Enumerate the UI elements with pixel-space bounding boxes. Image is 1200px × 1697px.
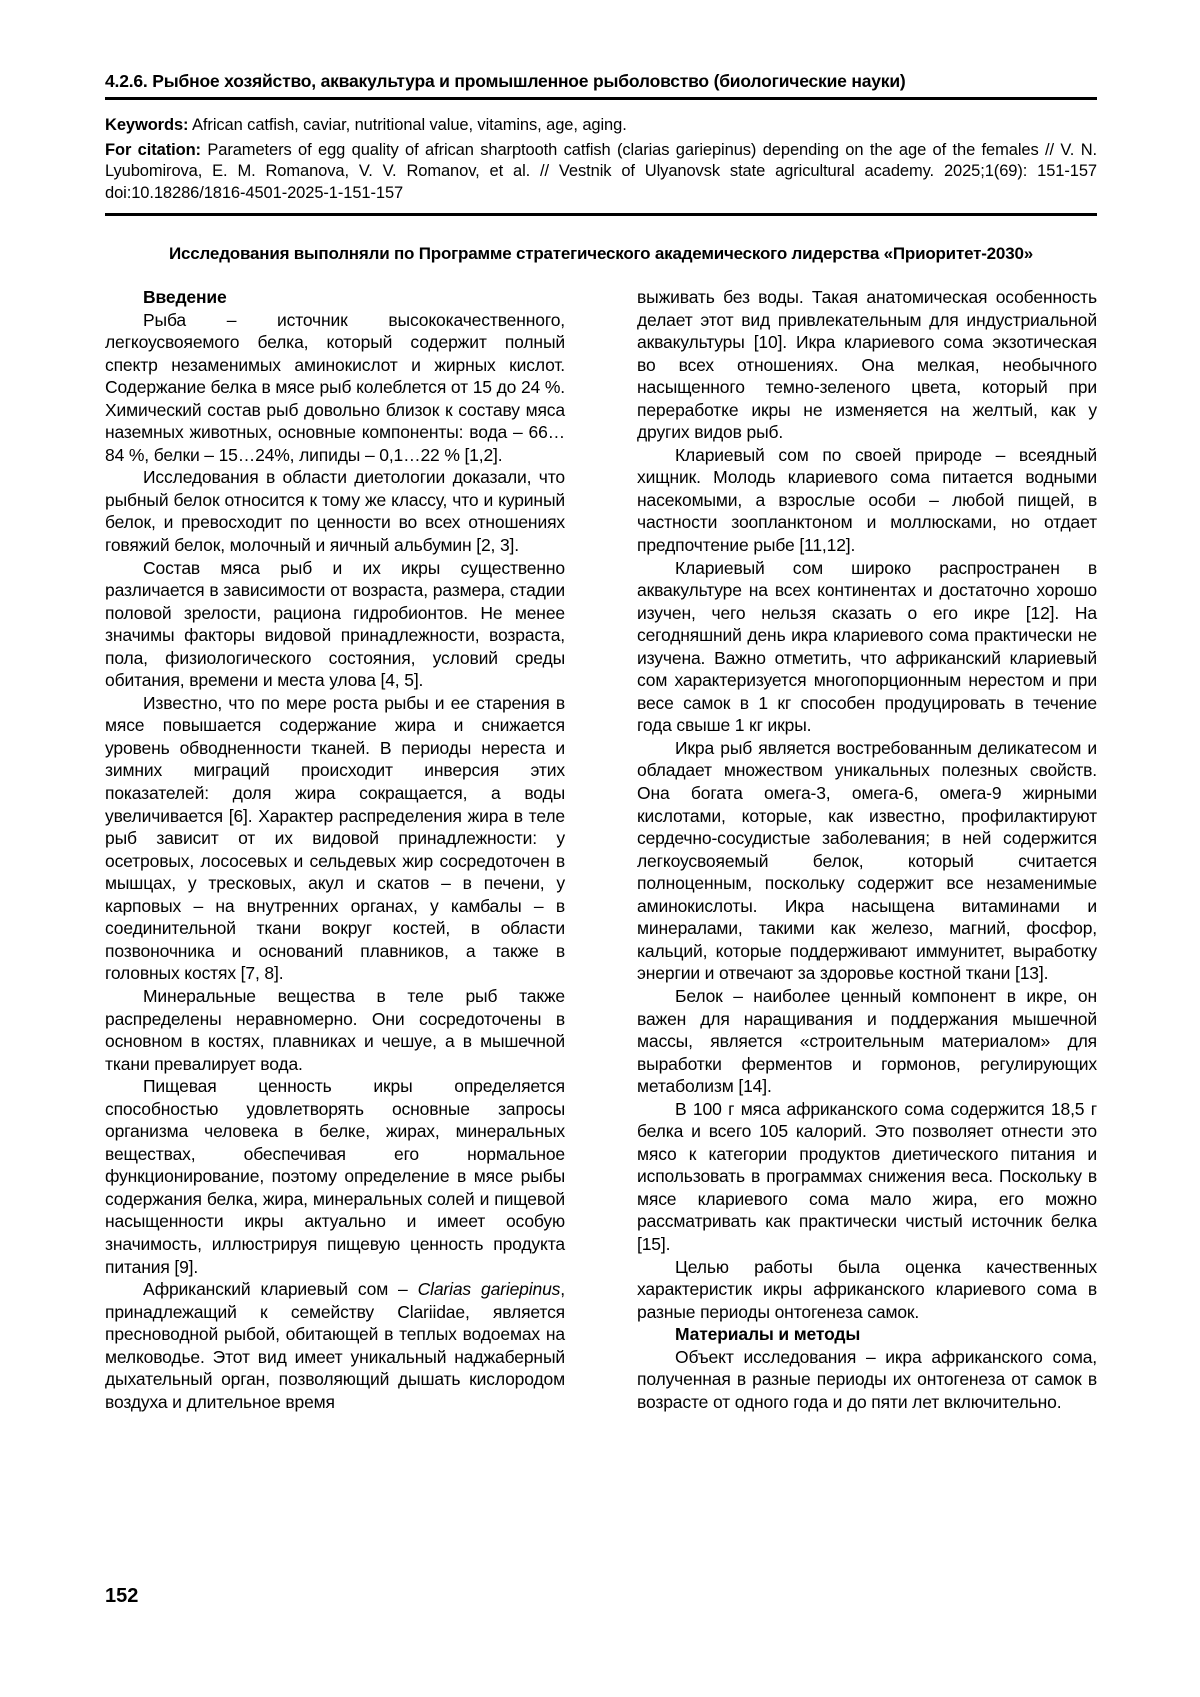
two-column-body — [105, 286, 1097, 1413]
paragraph: Состав мяса рыб и их икры существенно различается в зависимости от возраста, размера, стадии половой зрелости, рациона гидробионтов. Не менее значимы факторы видовой принадлежности, возраста, пола, физиологического состояния, условий среды обитания, времени и места улова [4, 5]. — [105, 557, 565, 691]
keywords-text: African catfish, caviar, nutritional value, vitamins, age, aging. — [192, 116, 627, 134]
paragraph-continuation: выживать без воды. Такая анатомическая особенность делает этот вид привлекательным для индустриальной аквакультуры [10]. Икра клариевого сома экзотическая во всех отношениях. Она мелкая, необычного насыщенного темно-зеленого цвета, который при переработке икры не изменяется на желтый, как у других видов рыб. — [637, 287, 1097, 443]
paragraph: Пищевая ценность икры определяется способностью удовлетворять основные запросы организма человека в белке, жирах, минеральных веществах, обеспечивая его нормальное функционирование, поэтому определение в мясе рыбы содержания белка, жира, минеральных солей и пищевой насыщенности икры актуально и имеет особую значимость, иллюстрируя пищевую ценность продукта питания [9]. — [105, 1076, 565, 1277]
paragraph: Рыба – источник высококачественного, легкоусвояемого белка, который содержит полный спектр незаменимых аминокислот и жирных кислот. Содержание белка в мясе рыб колеблется от 15 до 24 %. Химический состав рыб довольно близок к составу мяса наземных животных, основные компоненты: вода – 66…84 %, белки – 15…24%, липиды – 0,1…22 % [1,2]. — [105, 309, 565, 465]
citation-line — [105, 140, 1097, 205]
paragraph: Исследования в области диетологии доказали, что рыбный белок относится к тому же классу, что и куриный белок, и превосходит по ценности во всех отношениях говяжий белок, молочный и яичный альбумин [2, 3]. — [105, 467, 565, 556]
paragraph: Икра рыб является востребованным деликатесом и обладает множеством уникальных полезных свойств. Она богата омега-3, омега-6, омега-9 жирными кислотами, которые, как известно, профилактируют сердечно-сосудистые заболевания; в ней содержится легкоусвояемый белок, который считается полноценным, поскольку содержит все незаменимые аминокислоты. Икра насыщена витаминами и минералами, такими как железо, магний, фосфор, кальций, которые поддерживают иммунитет, выработку энергии и отвечают за здоровье костной ткани [13]. — [637, 737, 1097, 984]
heading-materials-methods: Материалы и методы — [675, 1324, 861, 1345]
right-column — [637, 286, 1097, 1413]
section-header: 4.2.6. Рыбное хозяйство, аквакультура и промышленное рыболовство (биологические науки) — [105, 70, 1097, 100]
article-meta — [105, 115, 1097, 204]
heading-introduction: Введение — [143, 287, 227, 307]
species-text-after: , принадлежащий к семейству Clariidae, является пресноводной рыбой, обитающей в теплых водоемах на мелководье. Этот вид имеет уникальный наджаберный дыхательный орган, позволяющий дышать кислородом воздуха и длительное время — [105, 1279, 565, 1412]
program-note: Исследования выполняли по Программе стратегического академического лидерства «Приоритет-2030» — [169, 244, 1033, 263]
left-column — [105, 286, 565, 1413]
species-name-italic: Clarias gariepinus — [417, 1279, 561, 1300]
page-number: 152 — [105, 1585, 139, 1607]
citation-text: Parameters of egg quality of african sharptooth catfish (clarias gariepinus) depending on the age of the females // V. N. Lyubomirova, E. M. Romanova, V. V. Romanov, et al. // Vestnik of Ulyanovsk state agricultural academy. 2025;1(69): 151-157 doi:10.18286/1816-4501-2025-1-151-157 — [105, 140, 1097, 202]
divider-rule — [105, 213, 1097, 216]
citation-label: For citation: — [105, 140, 201, 159]
paragraph: Белок – наиболее ценный компонент в икре, он важен для наращивания и поддержания мышечной массы, является «строительным материалом» для выработки ферментов и гормонов, регулирующих метаболизм [14]. — [637, 985, 1097, 1097]
paragraph: Клариевый сом по своей природе – всеядный хищник. Молодь клариевого сома питается водными насекомыми, а взрослые особи – любой пищей, в частности зоопланктоном и моллюсками, но отдает предпочтение рыбе [11,12]. — [637, 444, 1097, 556]
keywords-line — [105, 115, 1097, 137]
paragraph: Целью работы была оценка качественных характеристик икры африканского клариевого сома в разные периоды онтогенеза самок. — [637, 1256, 1097, 1322]
keywords-label: Keywords: — [105, 116, 189, 134]
paragraph: Минеральные вещества в теле рыб также распределены неравномерно. Они сосредоточены в основном в костях, плавниках и чешуе, а в мышечной ткани превалирует вода. — [105, 985, 565, 1074]
paragraph: Объект исследования – икра африканского сома, полученная в разные периоды их онтогенеза от самок в возрасте от одного года и до пяти лет включительно. — [637, 1346, 1097, 1412]
paragraph: Известно, что по мере роста рыбы и ее старения в мясе повышается содержание жира и снижается уровень обводненности тканей. В периоды нереста и зимних миграций происходит инверсия этих показателей: доля жира сокращается, а воды увеличивается [6]. Характер распределения жира в теле рыб зависит от их видовой принадлежности: у осетровых, лососевых и сельдевых жир сосредоточен в мышцах, у тресковых, акул и скатов – в печени, у карповых – на внутренних органах, у камбалы – в соединительной ткани вокруг костей, в области позвоночника и оснований плавников, а также в головных костях [7, 8]. — [105, 692, 565, 984]
paragraph-species — [105, 1278, 565, 1413]
paragraph: Клариевый сом широко распространен в аквакультуре на всех континентах и достаточно хорошо изучен, чего нельзя сказать о его икре [12]. На сегодняшний день икра клариевого сома практически не изучена. Важно отметить, что африканский клариевый сом характеризуется многопорционным нерестом и при весе самок в 1 кг способен продуцировать в течение года свыше 1 кг икры. — [637, 557, 1097, 736]
species-text-before: Африканский клариевый сом – — [143, 1279, 418, 1300]
paragraph: В 100 г мяса африканского сома содержится 18,5 г белка и всего 105 калорий. Это позволяет отнести это мясо к категории продуктов диетического питания и использовать в программах снижения веса. Поскольку в мясе клариевого сома мало жира, его можно рассматривать как практически чистый источник белка [15]. — [637, 1098, 1097, 1254]
